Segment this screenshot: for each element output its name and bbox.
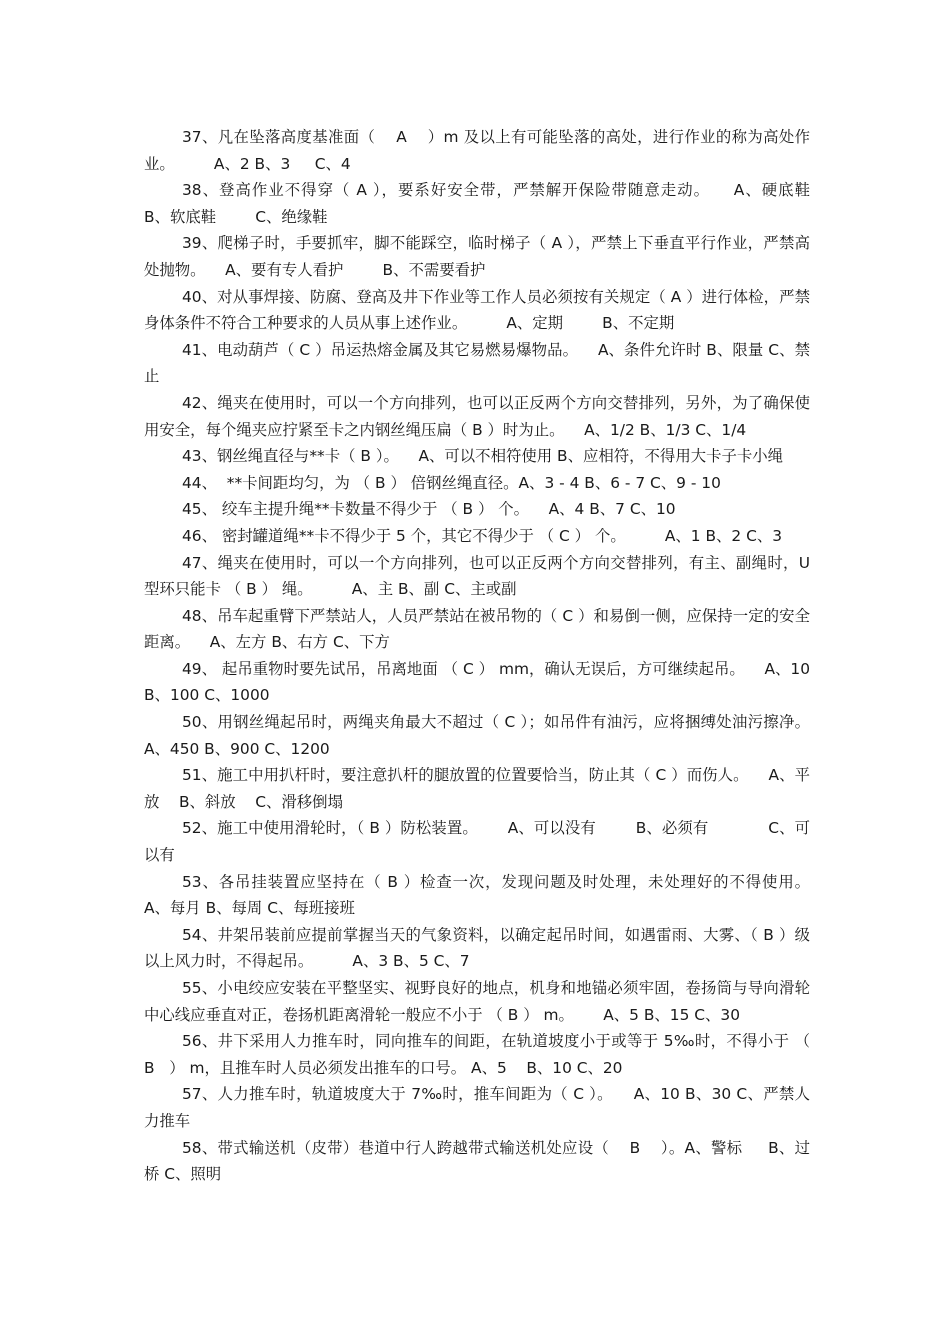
question-39: 39、爬梯子时，手要抓牢，脚不能踩空，临时梯子（ A ），严禁上下垂直平行作业，严禁高处抛物。 A、要有专人看护 B、不需要看护 (144, 234, 810, 279)
question-51: 51、施工中用扒杆时，要注意扒杆的腿放置的位置要恰当，防止其（ C ）而伤人。 A、平放 B、斜放 C、滑移倒塌 (144, 766, 810, 811)
question-38: 38、登高作业不得穿（ A ），要系好安全带，严禁解开保险带随意走动。 A、硬底鞋 B、软底鞋 C、绝缘鞋 (144, 181, 830, 226)
question-42: 42、绳夹在使用时，可以一个方向排列，也可以正反两个方向交替排列，另外，为了确保使用安全，每个绳夹应拧紧至卡之内钢丝绳压扁（ B ）时为止。 A、1/2 B、1/3 C、1/4 (144, 393, 810, 439)
question-52: 52、施工中使用滑轮时，（ B ）防松装置。 A、可以没有 B、必须有 C、可以有 (144, 819, 810, 865)
question-46: 46、 密封罐道绳**卡不得少于 5 个，其它不得少于 （ C ） 个。 A、1 B、2 C、3 (182, 526, 783, 545)
question-37: 37、凡在坠落高度基准面（ A ）m 及以上有可能坠落的高处，进行作业的称为高处作业。 A、2 B、3 C、4 (144, 128, 810, 173)
question-47: 47、绳夹在使用时，可以一个方向排列，也可以正反两个方向交替排列，有主、副绳时，U 型环只能卡 （ B ） 绳。 A、主 B、副 C、主或副 (144, 553, 815, 599)
question-56: 56、井下采用人力推车时，同向推车的间距，在轨道坡度小于或等于 5‰时，不得小于 （ B ） m，且推车时人员必须发出推车的口号。 A、5 B、10 C、20 (144, 1032, 830, 1077)
question-58: 58、带式输送机（皮带）巷道中行人跨越带式输送机处应设（ B ）。A、警标 B、过桥 C、照明 (144, 1138, 810, 1184)
question-45: 45、 绞车主提升绳**卡数量不得少于 （ B ） 个。 A、4 B、7 C、10 (182, 500, 676, 519)
question-48: 48、吊车起重臂下严禁站人，人员严禁站在被吊物的（ C ）和易倒一侧，应保持一定的安全距离。 A、左方 B、右方 C、下方 (144, 606, 810, 652)
question-55: 55、小电绞应安装在平整坚实、视野良好的地点，机身和地锚必须牢固，卷扬筒与导向滑轮中心线应垂直对正，卷扬机距离滑轮一般应不小于 （ B ） m。 A、5 B、15 C、30 (144, 979, 810, 1024)
question-53: 53、各吊挂装置应坚持在（ B ）检查一次，发现问题及时处理，未处理好的不得使用。 A、每月 B、每周 C、每班接班 (144, 872, 830, 918)
question-44: 44、 **卡间距均匀，为 （ B ） 倍钢丝绳直径。A、3 - 4 B、6 - 7 C、9 - 10 (182, 473, 721, 492)
question-43: 43、钢丝绳直径与**卡（ B ）。 A、可以不相符使用 B、应相符，不得用大卡子卡小绳 (182, 447, 784, 466)
question-57: 57、人力推车时，轨道坡度大于 7‰时，推车间距为（ C ）。 A、10 B、30 C、严禁人力推车 (144, 1085, 810, 1130)
question-49: 49、 起吊重物时要先试吊，吊离地面 （ C ） mm，确认无误后，方可继续起吊。 A、10 B、100 C、1000 (144, 659, 815, 705)
question-41: 41、电动葫芦（ C ）吊运热熔金属及其它易燃易爆物品。 A、条件允许时 B、限量 C、禁止 (144, 340, 810, 386)
document-body (144, 124, 830, 1188)
question-54: 54、井架吊装前应提前掌握当天的气象资料，以确定起吊时间，如遇雷雨、大雾、（ B ）级以上风力时，不得起吊。 A、3 B、5 C、7 (144, 925, 810, 971)
question-50: 50、用钢丝绳起吊时，两绳夹角最大不超过（ C ）；如吊件有油污，应将捆缚处油污擦净。 A、450 B、900 C、1200 (144, 713, 830, 758)
question-40: 40、对从事焊接、防腐、登高及井下作业等工作人员必须按有关规定（ A ）进行体检，严禁身体条件不符合工种要求的人员从事上述作业。 A、定期 B、不定期 (144, 287, 810, 333)
